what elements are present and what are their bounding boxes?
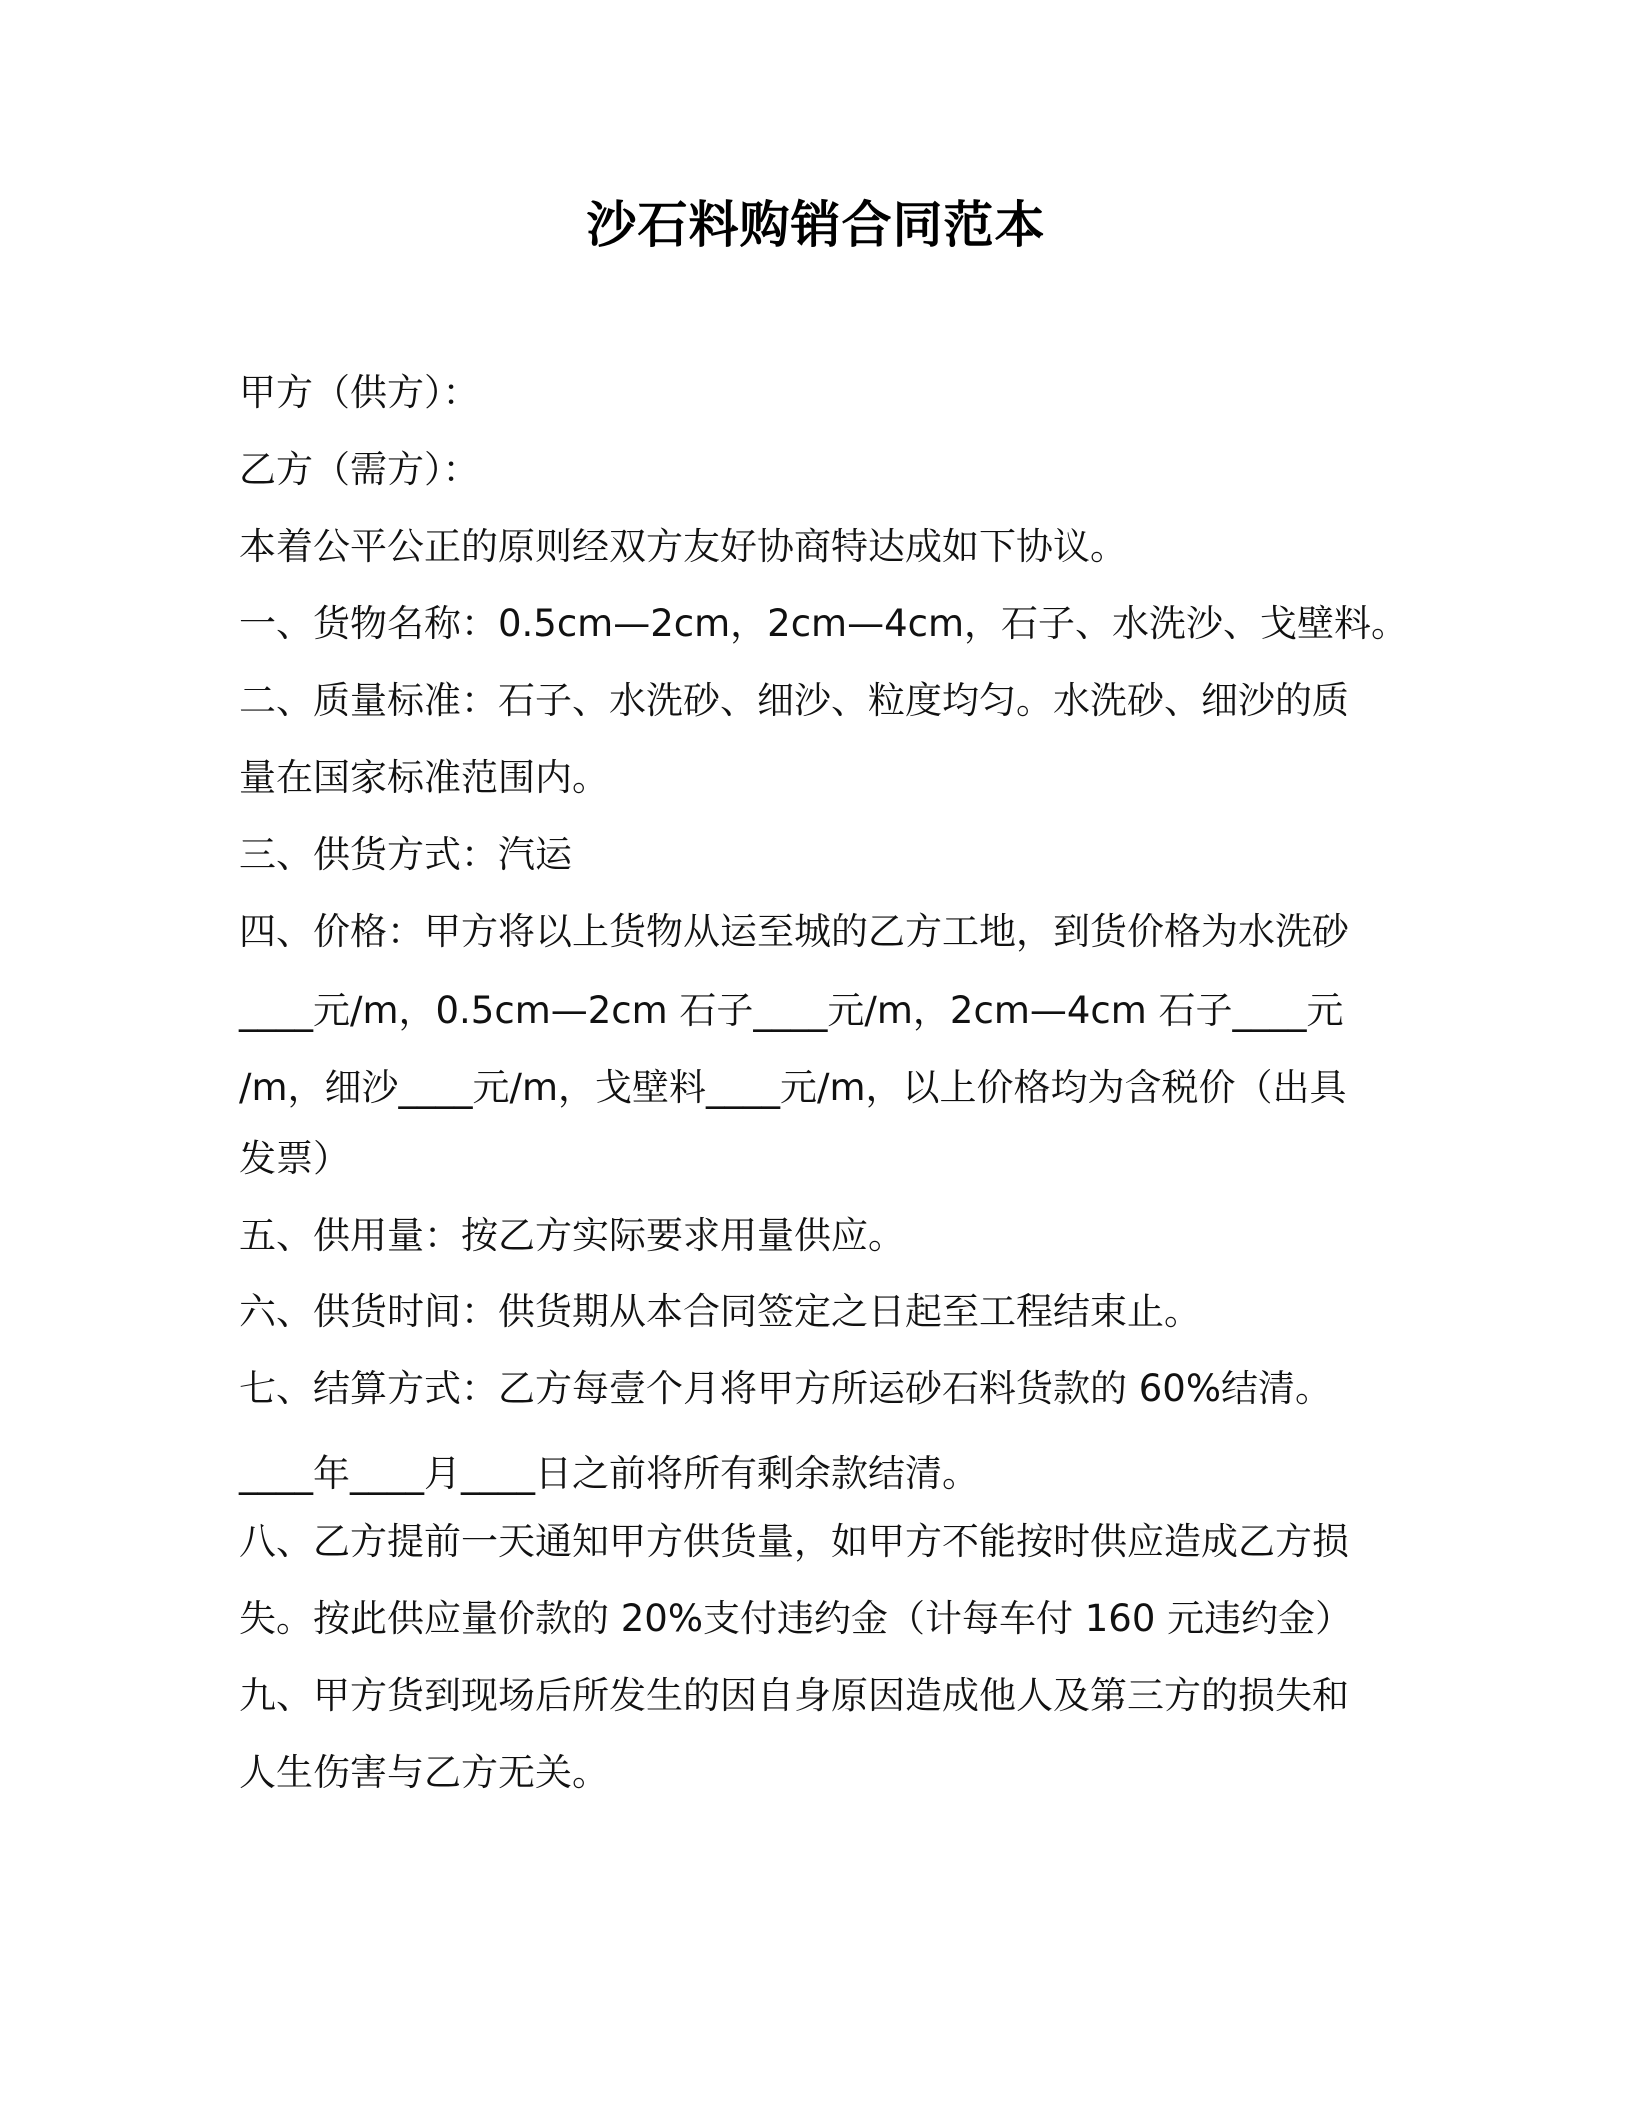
document-title: 沙石料购销合同范本: [586, 196, 1046, 254]
clause-5-line: 五、供用量：按乙方实际要求用量供应。: [239, 1214, 905, 1257]
clause-9-line-1: 九、甲方货到现场后所发生的因自身原因造成他人及第三方的损失和: [239, 1674, 1349, 1717]
clause-6-line: 六、供货时间：供货期从本合同签定之日起至工程结束止。: [239, 1290, 1201, 1333]
clause-4-line-3: /m，细沙____元/m，戈壁料____元/m，以上价格均为含税价（出具: [239, 1066, 1347, 1109]
clause-3-line: 三、供货方式：汽运: [239, 833, 572, 876]
clause-4-line-4: 发票）: [239, 1137, 350, 1180]
party-a-line: 甲方（供方）：: [239, 371, 480, 414]
party-b-line: 乙方（需方）：: [239, 448, 480, 491]
clause-4-line-1: 四、价格：甲方将以上货物从运至城的乙方工地，到货价格为水洗砂: [239, 910, 1349, 953]
clause-9-line-2: 人生伤害与乙方无关。: [239, 1751, 609, 1794]
clause-4-line-2: ____元/m，0.5cm—2cm 石子____元/m，2cm—4cm 石子____元: [239, 989, 1344, 1032]
clause-2-line-2: 量在国家标准范围内。: [239, 756, 609, 799]
clause-1-line: 一、货物名称：0.5cm—2cm，2cm—4cm，石子、水洗沙、戈壁料。: [239, 602, 1409, 645]
preamble-line: 本着公平公正的原则经双方友好协商特达成如下协议。: [239, 525, 1127, 568]
clause-8-line-1: 八、乙方提前一天通知甲方供货量，如甲方不能按时供应造成乙方损: [239, 1520, 1349, 1563]
clause-7-line-2: ____年____月____日之前将所有剩余款结清。: [239, 1452, 979, 1495]
clause-2-line-1: 二、质量标准：石子、水洗砂、细沙、粒度均匀。水洗砂、细沙的质: [239, 679, 1349, 722]
clause-8-line-2: 失。按此供应量价款的 20%支付违约金（计每车付 160 元违约金）: [239, 1597, 1353, 1640]
clause-7-line-1: 七、结算方式：乙方每壹个月将甲方所运砂石料货款的 60%结清。: [239, 1367, 1332, 1410]
